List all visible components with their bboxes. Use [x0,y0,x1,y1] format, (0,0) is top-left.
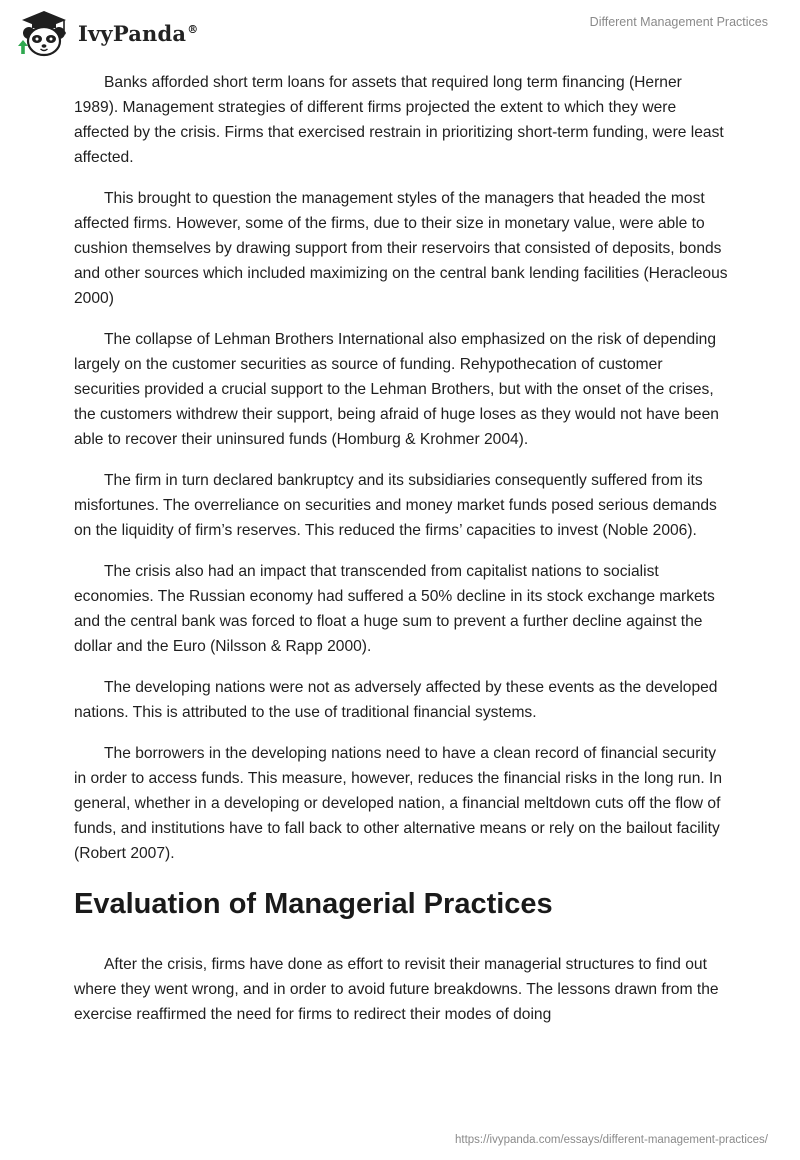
essay-content [74,70,728,1043]
paragraph: The developing nations were not as adversely affected by these events as the developed nations. This is attributed to the use of traditional financial systems. [74,679,718,721]
ivypanda-logo[interactable] [14,8,198,58]
paragraph: The collapse of Lehman Brothers International also emphasized on the risk of depending largely on the customer securities as source of funding. Rehypothecation of customer securities provided a crucial support to the Lehman Brothers, but with the onset of the crises, the customers withdrew their support, being afraid of huge loses as they would not have been able to recover their uninsured funds (Homburg & Krohmer 2004). [74,331,719,448]
paragraph: The borrowers in the developing nations need to have a clean record of financial security in order to access funds. This measure, however, reduces the financial risks in the long run. In general, whether in a developing or developed nation, a financial meltdown cuts off the flow of funds, and institutions have to fall back to other alternative means or rely on the bailout facility (Robert 2007). [74,745,723,862]
panda-graduate-icon [14,8,72,58]
page-header [0,0,800,70]
paragraph: This brought to question the management styles of the managers that headed the most affected firms. However, some of the firms, due to their size in monetary value, were able to cushion themselves by drawing support from their reservoirs that consisted of deposits, bonds and other sources which included maximizing on the central bank lending facilities (Heracleous 2000) [74,190,728,307]
paragraph: Banks afforded short term loans for assets that required long term financing (Herner 1989). Management strategies of different firms projected the extent to which they were affected by the crisis. Firms that exercised restrain in prioritizing short-term funding, were least affected. [74,74,724,166]
document-title: Different Management Practices [589,15,768,29]
section-heading: Evaluation of Managerial Practices [74,888,553,920]
logo-wordmark: IvyPanda® [78,20,199,46]
paragraph: The firm in turn declared bankruptcy and its subsidiaries consequently suffered from its misfortunes. The overreliance on securities and money market funds posed serious demands on the liquidity of firm’s reserves. This reduced the firms’ capacities to invest (Noble 2006). [74,472,717,539]
source-url-link[interactable]: https://ivypanda.com/essays/different-management-practices/ [455,1134,768,1146]
paragraph: The crisis also had an impact that transcended from capitalist nations to socialist economies. The Russian economy had suffered a 50% decline in its stock exchange markets and the central bank was forced to float a huge sum to prevent a further decline against the dollar and the Euro (Nilsson & Rapp 2000). [74,563,715,655]
paragraph: After the crisis, firms have done as effort to revisit their managerial structures to find out where they went wrong, and in order to avoid future breakdowns. The lessons drawn from the exercise reaffirmed the need for firms to redirect their modes of doing [74,956,719,1023]
